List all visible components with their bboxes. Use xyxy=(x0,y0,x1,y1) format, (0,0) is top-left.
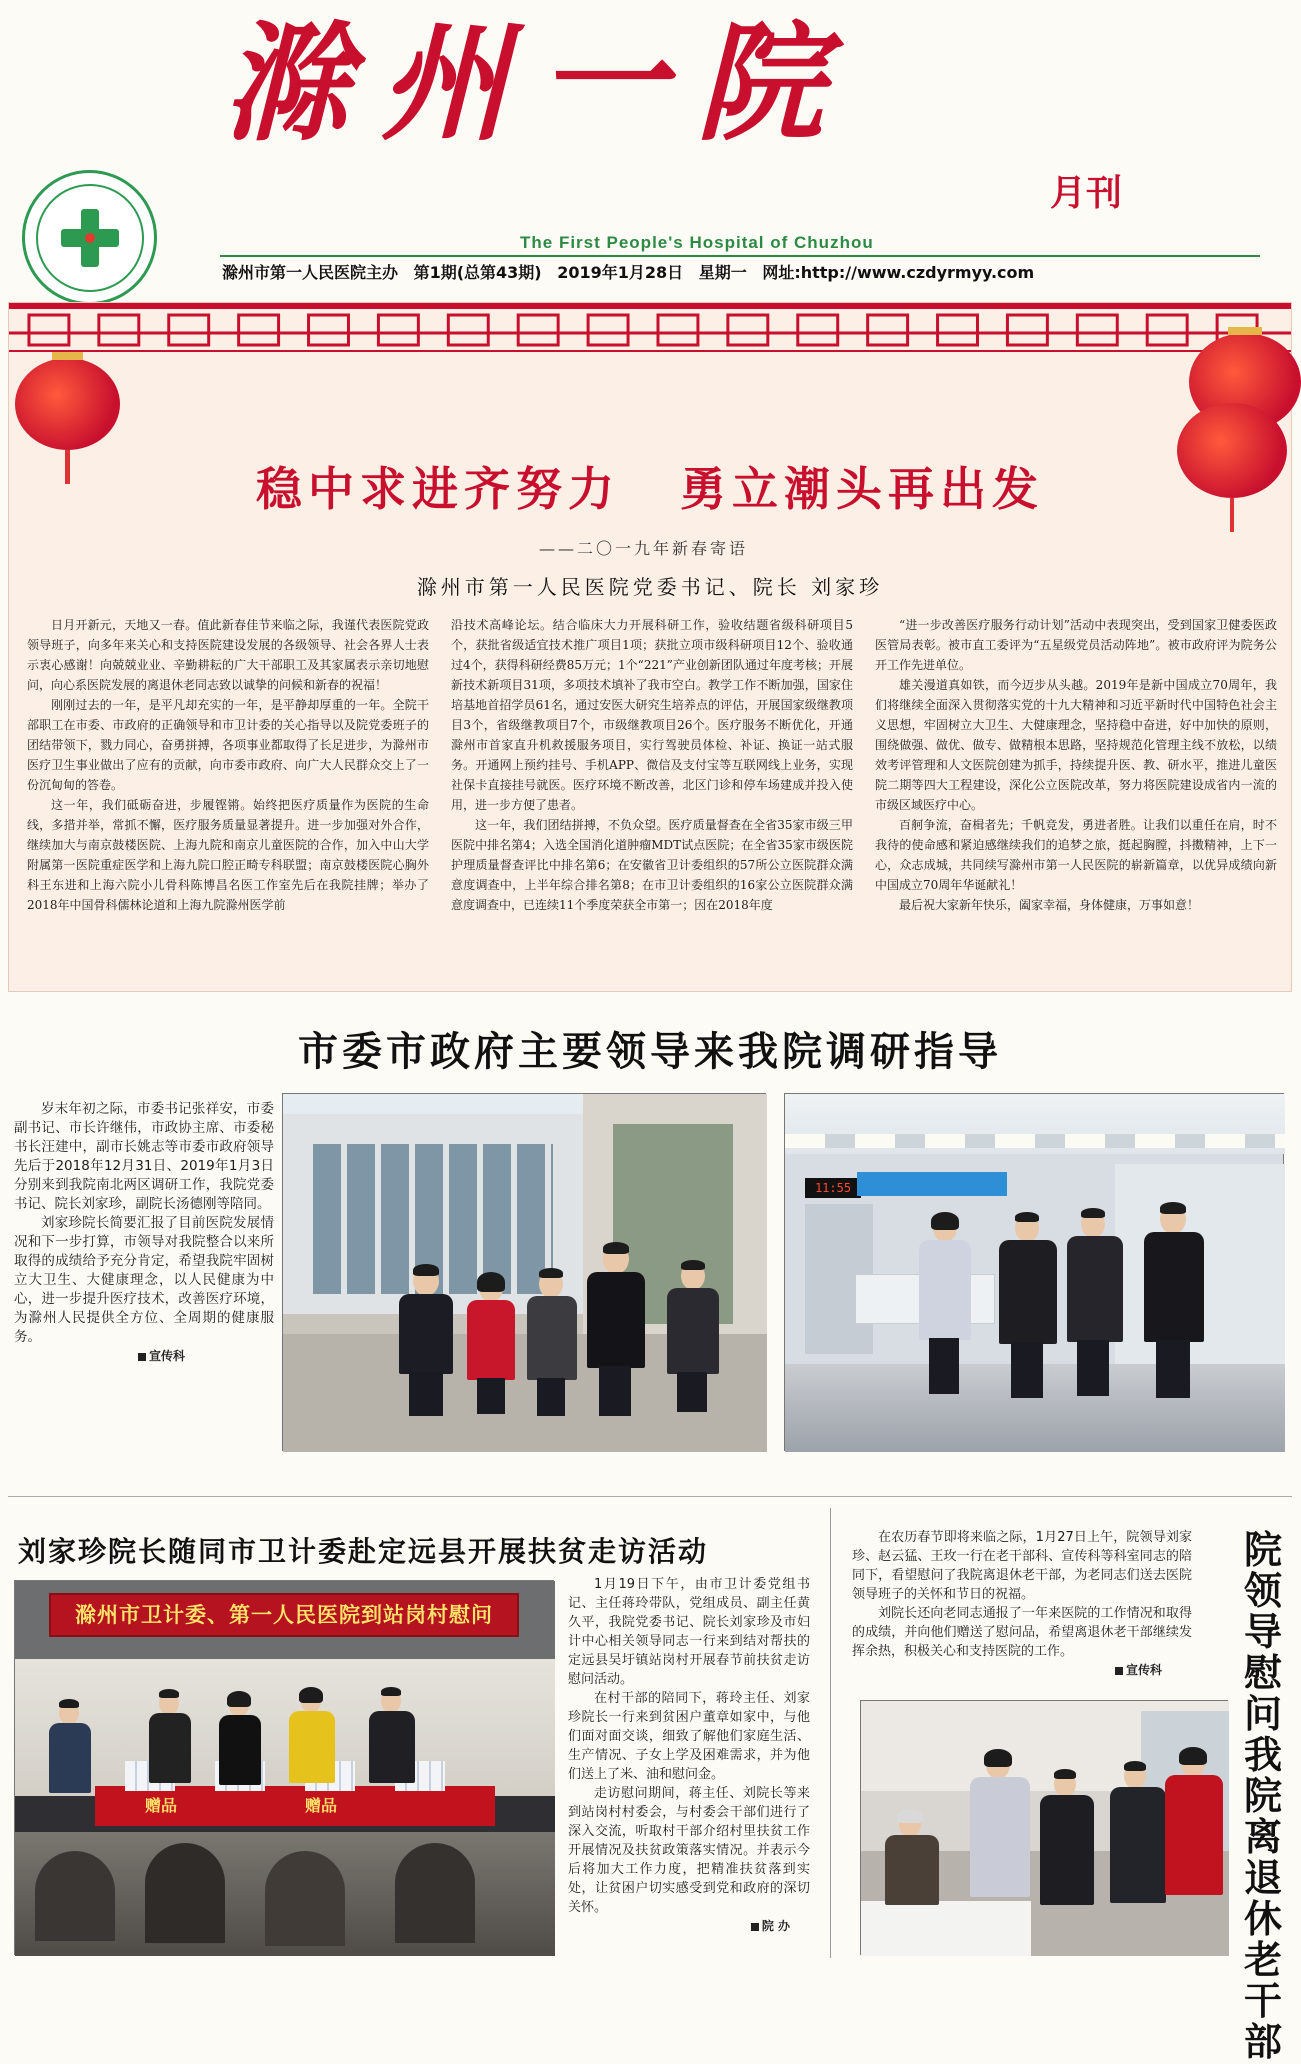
paragraph: 刚刚过去的一年，是平凡却充实的一年，是平静却厚重的一年。全院干部职工在市委、市政府的正确领导和市卫计委的关心指导以及院党委班子的团结带领下，戮力同心，奋勇拼搏，各项事业都取得了长足进步，为滁州市医疗卫生事业做出了应有的贡献，向市委市政府、向广大人民群众交上了一份沉甸甸的答卷。 xyxy=(27,698,429,792)
masthead xyxy=(0,0,1300,300)
issue-weekday: 星期一 xyxy=(698,263,747,282)
article3-body xyxy=(568,1575,810,1936)
article4-photo xyxy=(860,1700,1228,1955)
paragraph: 这一年，我们团结拼搏，不负众望。医疗质量督查在全省35家市级三甲医院中排名第4；入选全国消化道肿瘤MDT试点医院；在全省35家市级医院护理质量督查评比中排名第6；在安徽省卫计委组织的57所公立医院群众满意度调查中，上半年综合排名第8；在市卫计委组织的16家公立医院群众满意度调查中，已连续11个季度荣获全市第一；因在2018年度 xyxy=(451,818,853,912)
credit-square-icon xyxy=(751,1923,759,1931)
logo-dot-icon xyxy=(85,233,95,243)
feature-body xyxy=(27,615,1277,980)
section-divider xyxy=(8,1496,1292,1497)
paragraph: 沿技术高峰论坛。结合临床大力开展科研工作，验收结题省级科研项目5个，获批省级适宜技术推广项目1项；获批立项市级科研项目12个、验收通过4个，获得科研经费85万元；1个“221”产业创新团队通过年度考核；开展新技术新项目31项，多项技术填补了我市空白。教学工作不断加强，国家住培基地首招学员61名，通过安医大研究生培养点的评估，开展国家级继教项目3个，省级继教项目7个，市级继教项目26个。医疗服务不断优化，开通滁州市首家直升机救援服务项目，实行驾驶员体检、补证、换证一站式服务。开通网上预约挂号、手机APP、微信及支付宝等互联网线上业务，实现社保卡直接挂号就医。医疗环境不断改善，北区门诊和停车场建成并投入使用，进一步方便了患者。 xyxy=(451,618,853,812)
article2-credit xyxy=(14,1347,274,1366)
article3-headline: 刘家珍院长随同市卫计委赴定远县开展扶贫走访活动 xyxy=(18,1535,709,1568)
issue-date: 2019年1月28日 xyxy=(557,263,684,282)
gift-label-left: 赠品 xyxy=(145,1796,178,1815)
article3-credit xyxy=(568,1917,810,1936)
issue-meta-line xyxy=(222,260,1044,283)
issue-number: 第1期(总第43期) xyxy=(413,263,542,282)
feature-headline xyxy=(9,453,1291,519)
paragraph: “进一步改善医疗服务行动计划”活动中表现突出，受到国家卫健委医政医管局表彰。被市直工委评为“五星级党员活动阵地”。被市政府评为院务公开工作先进单位。 xyxy=(875,618,1277,672)
masthead-divider xyxy=(220,255,1260,257)
article2-photo-outdoor xyxy=(282,1093,766,1451)
credit-text: 宣传科 xyxy=(1125,1663,1162,1677)
paragraph: 雄关漫道真如铁，而今迈步从头越。2019年是新中国成立70周年，我们将继续全面深入贯彻落实党的十九大精神和习近平新时代中国特色社会主义思想，牢固树立大卫生、大健康理念，坚持稳中奋进，好中加快的原则，围绕做强、做优、做专、做精根本思路，坚持规范化管理主线不放松，以绩效考评管理和人文医院创建为抓手，持续提升医、教、研水平，推进儿童医院二期等四大工程建设，深化公立医院改革，努力将医院建设成省内一流的市级区域医疗中心。 xyxy=(875,678,1277,812)
red-banner: 滁州市卫计委、第一人民医院到站岗村慰问 xyxy=(49,1593,519,1637)
paragraph: 走访慰问期间，蒋主任、刘院长等来到站岗村村委会，与村委会干部们进行了深入交流，听取村干部介绍村里扶贫工作开展情况及扶贫政策落实情况。并表示今后将加大工作力度，把精准扶贫落到实处，让贫困户切实感受到党和政府的深切关怀。 xyxy=(568,1786,810,1915)
column-divider xyxy=(830,1508,831,1958)
digital-clock: 11:55 xyxy=(805,1178,861,1198)
paragraph: 刘院长还向老同志通报了一年来医院的工作情况和取得的成绩，并向他们赠送了慰问品，希望离退休老干部继续发挥余热，积极关心和支持医院的工作。 xyxy=(852,1606,1192,1659)
paragraph: 在村干部的陪同下，蒋玲主任、刘家珍院长一行来到贫困户董章如家中，与他们面对面交谈，细致了解他们家庭生活、生产情况、子女上学及困难需求，并为他们送上了米、油和慰问金。 xyxy=(568,1691,810,1782)
sponsor-text: 滁州市第一人民医院主办 xyxy=(222,263,399,282)
website-link[interactable]: 网址:http://www.czdyrmyy.com xyxy=(762,263,1035,282)
paragraph: 最后祝大家新年快乐，阖家幸福，身体健康，万事如意！ xyxy=(899,898,1200,912)
paragraph: 百舸争流，奋楫者先；千帆竞发，勇进者胜。让我们以重任在肩，时不我待的使命感和紧迫感继续我们的追梦之旅，挺起胸膛，抖擞精神，上下一心，众志成城，共同续写滁州市第一人民医院的崭新篇章，以优异成绩向新中国成立70周年华诞献礼！ xyxy=(875,818,1277,892)
credit-text: 院 办 xyxy=(761,1919,790,1933)
article4-credit xyxy=(852,1661,1192,1680)
paragraph: 日月开新元，天地又一春。值此新春佳节来临之际，我谨代表医院党政领导班子，向多年来关心和支持医院建设发展的各级领导、社会各界人士表示衷心感谢！向兢兢业业、辛勤耕耘的广大干部职工及其家属表示亲切地慰问，向心系医院发展的离退休老同志致以诚挚的问候和新春的祝福！ xyxy=(27,618,429,692)
feature-column-2 xyxy=(451,615,853,980)
credit-square-icon xyxy=(138,1353,146,1361)
article4-headline: 院领导慰问我院离退休老干部 xyxy=(1243,1528,1282,2064)
lattice-border-decoration xyxy=(9,303,1291,361)
gift-label-right: 赠品 xyxy=(305,1796,338,1815)
paragraph: 在农历春节即将来临之际，1月27日上午，院领导刘家珍、赵云猛、王玫一行在老干部科、宣传科等科室同志的陪同下，看望慰问了我院离退休老干部，为老同志们送去医院领导班子的关怀和节日的祝福。 xyxy=(852,1530,1192,1602)
paragraph: 岁末年初之际，市委书记张祥安，市委副书记、市长许继伟，市政协主席、市委秘书长汪建中，副市长姚志等市委市政府领导先后于2018年12月31日、2019年1月3日分别来到我院南北两区调研工作，我院党委书记、院长刘家珍，副院长汤德刚等陪同。 xyxy=(14,1101,274,1212)
credit-text: 宣传科 xyxy=(149,1349,186,1363)
newspaper-subtitle: 月刊 xyxy=(1050,173,1123,214)
article2-body xyxy=(14,1100,274,1366)
logo-inner-ring xyxy=(36,184,144,292)
feature-column-1 xyxy=(27,615,429,980)
paragraph: 这一年，我们砥砺奋进，步履铿锵。始终把医疗质量作为医院的生命线，多措并举，常抓不懈，医疗服务质量显著提升。进一步加强对外合作，继续加大与南京鼓楼医院、上海九院和南京儿童医院的合作，加入中山大学附属第一医院重症医学和上海九院口腔正畸专科联盟；南京鼓楼医院心胸外科王东进和上海六院小儿骨科陈博昌名医工作室先后在我院挂牌；举办了2018年中国骨科儒林论道和上海九院滁州医学前 xyxy=(27,798,429,912)
feature-byline: 滁州市第一人民医院党委书记、院长 刘家珍 xyxy=(416,575,884,599)
left-lantern-icon xyxy=(15,358,120,450)
newspaper-title: 滁州一院 xyxy=(222,9,855,159)
article4-body xyxy=(852,1528,1192,1680)
new-year-feature xyxy=(8,302,1292,992)
hospital-logo xyxy=(22,170,157,305)
article3-photo xyxy=(14,1580,554,1955)
feature-column-3 xyxy=(875,615,1277,980)
article2-photo-indoor xyxy=(784,1093,1284,1451)
paragraph: 刘家珍院长简要汇报了目前医院发展情况和下一步打算，市领导对我院整合以来所取得的成绩给予充分肯定，希望我院牢固树立大卫生、大健康理念，以人民健康为中心，进一步提升医疗技术，改善医疗环境，为滁州人民提供全方位、全周期的健康服务。 xyxy=(14,1215,274,1345)
article2-headline: 市委市政府主要领导来我院调研指导 xyxy=(298,1029,1002,1075)
feature-headline-left: 稳中求进齐努力 xyxy=(256,462,620,516)
english-hospital-name: The First People's Hospital of Chuzhou xyxy=(520,233,874,252)
feature-subheadline: ——二〇一九年新春寄语 xyxy=(539,539,749,558)
paragraph: 1月19日下午，由市卫计委党组书记、主任蒋玲带队，党组成员、副主任黄久平，我院党委书记、院长刘家珍及市妇计中心相关领导同志一行来到结对帮扶的定远县吴圩镇站岗村开展春节前扶贫走访慰问活动。 xyxy=(568,1577,810,1687)
feature-headline-right: 勇立潮头再出发 xyxy=(680,462,1044,516)
medical-cross-icon xyxy=(61,209,119,267)
credit-square-icon xyxy=(1115,1667,1123,1675)
